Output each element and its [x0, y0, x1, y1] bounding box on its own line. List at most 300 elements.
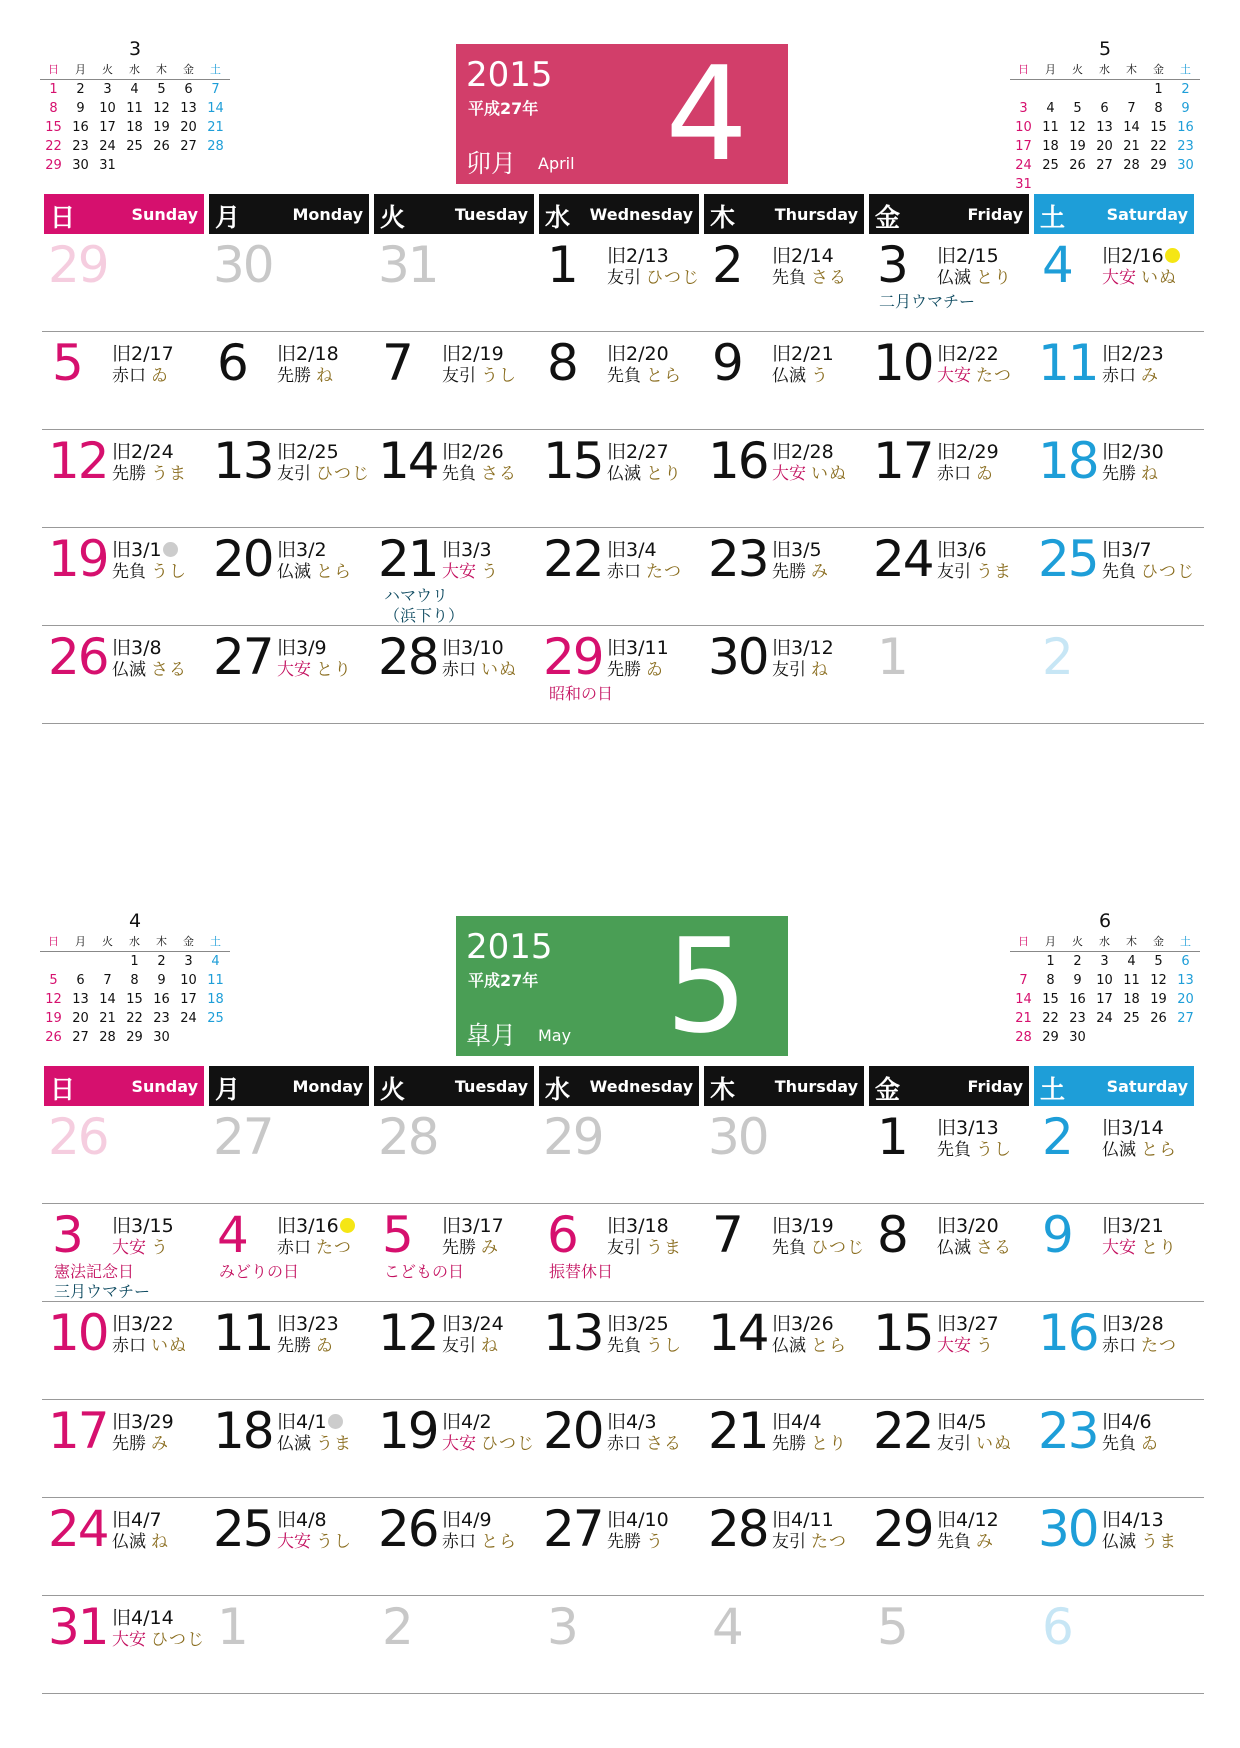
mini-day: 3	[1100, 954, 1109, 969]
day-number: 4	[217, 1206, 247, 1264]
day-cell	[374, 1500, 539, 1598]
mini-day: 1	[1046, 954, 1055, 969]
old-calendar-date: 旧3/28	[1102, 1313, 1164, 1335]
old-calendar-date: 旧3/17	[442, 1215, 504, 1237]
mini-day: 15	[1150, 120, 1167, 135]
day-cell	[209, 1206, 374, 1304]
mini-weekday: 土	[1180, 63, 1191, 76]
day-number: 15	[543, 432, 603, 490]
rokuyo	[607, 1238, 682, 1258]
eto-label: み	[811, 562, 829, 582]
day-cell	[1034, 1206, 1199, 1304]
day-number: 19	[378, 1402, 438, 1460]
old-calendar-date: 旧3/15	[112, 1215, 174, 1237]
day-cell	[869, 1500, 1034, 1598]
day-number: 11	[1038, 334, 1098, 392]
old-calendar-date: 旧3/6	[937, 539, 987, 561]
holiday-name: みどりの日	[219, 1262, 300, 1281]
rokuyo-label: 先負	[772, 1238, 806, 1258]
day-cell	[1034, 530, 1199, 628]
day-cell	[869, 1402, 1034, 1500]
day-number: 28	[708, 1500, 768, 1558]
old-calendar-date: 旧3/27	[937, 1313, 999, 1335]
weekday-kanji: 日	[50, 203, 76, 232]
mini-day: 8	[1046, 973, 1055, 988]
day-number: 14	[378, 432, 438, 490]
mini-day: 4	[1127, 954, 1136, 969]
old-calendar-date: 旧2/30	[1102, 441, 1164, 463]
weekday-english: Wednesday	[589, 1077, 693, 1096]
rokuyo	[607, 1532, 664, 1552]
rokuyo-label: 先負	[1102, 562, 1136, 582]
weekday-header-wednesday	[539, 1066, 699, 1106]
rokuyo-label: 先勝	[1102, 464, 1136, 484]
mini-day: 23	[1177, 139, 1194, 154]
day-cell	[374, 1402, 539, 1500]
day-number: 13	[543, 1304, 603, 1362]
day-cell	[1034, 1108, 1199, 1206]
day-number: 22	[873, 1402, 933, 1460]
day-number: 17	[48, 1402, 108, 1460]
mini-day: 20	[72, 1011, 89, 1026]
eto-label: ね	[316, 366, 334, 386]
old-calendar-date: 旧3/20	[937, 1215, 999, 1237]
weekday-english: Monday	[292, 1077, 363, 1096]
old-calendar-date: 旧3/25	[607, 1313, 669, 1335]
mini-weekday-row	[40, 932, 230, 952]
eto-label: さる	[976, 1238, 1012, 1258]
old-calendar-date: 旧2/26	[442, 441, 504, 463]
mini-weekday: 月	[75, 63, 86, 76]
day-number: 29	[543, 628, 603, 686]
old-calendar-date: 旧2/21	[772, 343, 834, 365]
mini-weekday: 日	[1018, 63, 1029, 76]
mini-day: 21	[207, 120, 224, 135]
week-divider	[42, 429, 1204, 430]
mini-weekday: 水	[129, 935, 140, 948]
mini-day: 5	[157, 82, 166, 97]
mini-day: 11	[1042, 120, 1059, 135]
rokuyo	[937, 1140, 1012, 1160]
mini-day	[1118, 80, 1145, 99]
eto-label: ね	[151, 1532, 169, 1552]
mini-day: 9	[157, 973, 166, 988]
mini-day: 11	[1123, 973, 1140, 988]
rokuyo-label: 赤口	[1102, 366, 1136, 386]
day-cell	[44, 1598, 209, 1696]
old-calendar-date: 旧3/29	[112, 1411, 174, 1433]
rokuyo	[772, 562, 829, 582]
day-number: 4	[712, 1598, 742, 1656]
rokuyo	[607, 268, 700, 288]
rokuyo-label: 赤口	[442, 660, 476, 680]
rokuyo	[442, 660, 517, 680]
day-number: 9	[712, 334, 742, 392]
day-cell	[209, 530, 374, 628]
title-english-month: April	[538, 154, 575, 173]
mini-day: 21	[1015, 1011, 1032, 1026]
old-calendar-date: 旧3/21	[1102, 1215, 1164, 1237]
mini-weekday: 土	[210, 935, 221, 948]
mini-day: 5	[1073, 101, 1082, 116]
eto-label: とり	[1141, 1238, 1177, 1258]
rokuyo	[1102, 1532, 1177, 1552]
day-cell	[704, 334, 869, 432]
old-calendar-date: 旧4/4	[772, 1411, 822, 1433]
eto-label: うし	[481, 366, 517, 386]
eto-label: ゐ	[151, 366, 169, 386]
eto-label: とり	[646, 464, 682, 484]
day-number: 1	[547, 236, 577, 294]
title-month-number: 4	[665, 38, 748, 190]
old-calendar-date: 旧3/3	[442, 539, 492, 561]
mini-day: 24	[1096, 1011, 1113, 1026]
rokuyo-label: 先勝	[607, 660, 641, 680]
day-number: 20	[543, 1402, 603, 1460]
eto-label: うし	[976, 1140, 1012, 1160]
mini-day: 26	[1069, 158, 1086, 173]
day-number: 24	[873, 530, 933, 588]
eto-label: う	[151, 1238, 169, 1258]
mini-day: 28	[1015, 1030, 1032, 1045]
old-calendar-date: 旧3/23	[277, 1313, 339, 1335]
title-old-month-name: 卯月	[466, 149, 517, 178]
day-number: 1	[877, 1108, 907, 1166]
rokuyo-label: 赤口	[112, 366, 146, 386]
day-number: 30	[708, 628, 768, 686]
rokuyo	[937, 1532, 994, 1552]
mini-day: 14	[207, 101, 224, 116]
full-moon-icon	[340, 1218, 355, 1233]
day-cell	[44, 530, 209, 628]
mini-day: 29	[45, 158, 62, 173]
mini-day	[175, 156, 202, 175]
mini-week-row	[1010, 118, 1200, 137]
day-number: 30	[708, 1108, 768, 1166]
mini-day: 10	[180, 973, 197, 988]
day-number: 6	[547, 1206, 577, 1264]
rokuyo	[772, 660, 829, 680]
day-cell	[374, 334, 539, 432]
weekday-header-tuesday	[374, 1066, 534, 1106]
weekday-english: Tuesday	[454, 205, 528, 224]
day-cell-outside-month	[374, 1108, 539, 1206]
mini-day: 29	[1042, 1030, 1059, 1045]
day-cell-outside-month	[869, 628, 1034, 726]
day-cell	[44, 1402, 209, 1500]
eto-label: ひつじ	[316, 464, 370, 484]
mini-day: 20	[1177, 992, 1194, 1007]
rokuyo-label: 仏滅	[277, 562, 311, 582]
rokuyo-label: 大安	[112, 1238, 146, 1258]
eto-label: さる	[151, 660, 187, 680]
weekday-kanji: 火	[380, 1075, 406, 1104]
rokuyo	[607, 1336, 682, 1356]
old-calendar-date: 旧2/29	[937, 441, 999, 463]
eto-label: うま	[646, 1238, 682, 1258]
day-cell-outside-month	[539, 1598, 704, 1696]
old-calendar-date: 旧4/2	[442, 1411, 492, 1433]
mini-day	[175, 1028, 202, 1047]
eto-label: いぬ	[481, 660, 517, 680]
rokuyo	[442, 464, 517, 484]
eto-label: いぬ	[151, 1336, 187, 1356]
mini-day: 6	[1181, 954, 1190, 969]
mini-day: 30	[1177, 158, 1194, 173]
day-number: 5	[877, 1598, 907, 1656]
month-section	[0, 38, 1240, 838]
eto-label: み	[1141, 366, 1159, 386]
month-title-box	[456, 910, 788, 1062]
rokuyo	[277, 1434, 352, 1454]
event-name: 二月ウマチー	[879, 292, 976, 311]
mini-day: 1	[130, 954, 139, 969]
day-cell	[704, 1304, 869, 1402]
day-number: 1	[877, 628, 907, 686]
rokuyo-label: 友引	[607, 268, 641, 288]
day-number: 8	[547, 334, 577, 392]
weekday-header-monday	[209, 194, 369, 234]
rokuyo	[112, 1336, 187, 1356]
day-cell	[209, 1402, 374, 1500]
week-divider	[42, 527, 1204, 528]
rokuyo-label: 先勝	[112, 1434, 146, 1454]
rokuyo	[772, 1238, 865, 1258]
mini-weekday-row	[40, 60, 230, 80]
mini-week-row	[40, 1009, 230, 1028]
rokuyo-label: 仏滅	[772, 366, 806, 386]
weekday-header-saturday	[1034, 194, 1194, 234]
rokuyo-label: 大安	[772, 464, 806, 484]
day-number: 27	[213, 1108, 273, 1166]
day-cell	[374, 1304, 539, 1402]
mini-weekday: 月	[1045, 63, 1056, 76]
mini-week-row	[1010, 952, 1200, 971]
mini-day	[1010, 80, 1037, 99]
day-number: 30	[1038, 1500, 1098, 1558]
mini-day: 6	[76, 973, 85, 988]
weekday-header-wednesday	[539, 194, 699, 234]
weekday-english: Sunday	[131, 1077, 198, 1096]
weekday-header-thursday	[704, 1066, 864, 1106]
day-cell	[704, 530, 869, 628]
day-cell	[704, 432, 869, 530]
day-cell-outside-month	[374, 236, 539, 334]
day-cell	[374, 530, 539, 628]
week-divider	[42, 1595, 1204, 1596]
day-number: 15	[873, 1304, 933, 1362]
mini-day: 1	[49, 82, 58, 97]
rokuyo-label: 大安	[1102, 268, 1136, 288]
eto-label: うま	[976, 562, 1012, 582]
mini-day: 9	[1181, 101, 1190, 116]
day-cell-outside-month	[44, 1108, 209, 1206]
mini-day: 31	[99, 158, 116, 173]
old-calendar-date: 旧3/5	[772, 539, 822, 561]
day-cell	[704, 236, 869, 334]
rokuyo	[112, 1238, 169, 1258]
mini-day: 18	[1123, 992, 1140, 1007]
mini-weekday-row	[1010, 60, 1200, 80]
mini-day	[202, 1028, 229, 1047]
mini-month-number: 3	[128, 38, 142, 60]
mini-calendar-prev	[40, 910, 230, 1047]
mini-day	[1118, 175, 1145, 194]
day-cell	[374, 628, 539, 726]
eto-label: う	[976, 1336, 994, 1356]
day-number: 30	[213, 236, 273, 294]
old-calendar-date: 旧3/16	[277, 1216, 355, 1236]
day-number: 29	[873, 1500, 933, 1558]
mini-day: 2	[76, 82, 85, 97]
rokuyo-label: 仏滅	[937, 268, 971, 288]
eto-label: み	[151, 1434, 169, 1454]
day-number: 11	[213, 1304, 273, 1362]
mini-weekday: 火	[102, 63, 113, 76]
weekday-kanji: 火	[380, 203, 406, 232]
mini-day	[1091, 80, 1118, 99]
mini-day	[1145, 175, 1172, 194]
mini-week-row	[40, 990, 230, 1009]
day-cell	[44, 1304, 209, 1402]
rokuyo	[277, 562, 352, 582]
eto-label: うし	[316, 1532, 352, 1552]
day-cell	[374, 1206, 539, 1304]
mini-day: 16	[1069, 992, 1086, 1007]
mini-week-row	[40, 80, 230, 99]
day-cell-outside-month	[374, 1598, 539, 1696]
eto-label: とら	[811, 1336, 847, 1356]
rokuyo	[607, 1434, 682, 1454]
day-cell-outside-month	[1034, 628, 1199, 726]
day-number: 6	[1042, 1598, 1072, 1656]
day-number: 18	[213, 1402, 273, 1460]
mini-day: 9	[1073, 973, 1082, 988]
mini-day: 17	[1096, 992, 1113, 1007]
mini-week-row	[1010, 1009, 1200, 1028]
mini-day: 14	[99, 992, 116, 1007]
weekday-english: Sunday	[131, 205, 198, 224]
rokuyo	[772, 1532, 847, 1552]
day-cell	[209, 1304, 374, 1402]
mini-day: 29	[1150, 158, 1167, 173]
eto-label: ひつじ	[481, 1434, 535, 1454]
mini-day: 15	[45, 120, 62, 135]
old-calendar-date: 旧2/14	[772, 245, 834, 267]
old-calendar-date: 旧2/15	[937, 245, 999, 267]
weekday-kanji: 木	[710, 1075, 736, 1104]
day-cell	[1034, 334, 1199, 432]
rokuyo-label: 赤口	[442, 1532, 476, 1552]
day-number: 29	[48, 236, 108, 294]
weekday-english: Monday	[292, 205, 363, 224]
mini-day: 25	[207, 1011, 224, 1026]
eto-label: み	[976, 1532, 994, 1552]
rokuyo	[277, 366, 334, 386]
old-calendar-date: 旧2/24	[112, 441, 174, 463]
mini-day: 10	[1015, 120, 1032, 135]
day-number: 22	[543, 530, 603, 588]
rokuyo-label: 友引	[772, 1532, 806, 1552]
day-cell-outside-month	[209, 1108, 374, 1206]
mini-day: 9	[76, 101, 85, 116]
mini-day: 7	[103, 973, 112, 988]
old-calendar-date: 旧2/17	[112, 343, 174, 365]
day-number: 27	[213, 628, 273, 686]
rokuyo-label: 大安	[277, 1532, 311, 1552]
mini-day: 3	[184, 954, 193, 969]
rokuyo	[277, 660, 352, 680]
day-number: 12	[378, 1304, 438, 1362]
eto-label: ゐ	[976, 464, 994, 484]
day-cell	[869, 432, 1034, 530]
old-calendar-date: 旧2/25	[277, 441, 339, 463]
rokuyo	[112, 366, 169, 386]
old-calendar-date: 旧4/8	[277, 1509, 327, 1531]
rokuyo-label: 赤口	[937, 464, 971, 484]
rokuyo	[442, 562, 499, 582]
rokuyo	[937, 464, 994, 484]
day-cell	[1034, 432, 1199, 530]
rokuyo-label: 友引	[277, 464, 311, 484]
mini-day: 17	[99, 120, 116, 135]
mini-day	[1145, 1028, 1172, 1047]
rokuyo	[442, 1434, 535, 1454]
rokuyo	[607, 366, 682, 386]
mini-day: 20	[1096, 139, 1113, 154]
mini-weekday: 木	[156, 935, 167, 948]
rokuyo-label: 仏滅	[607, 464, 641, 484]
mini-day: 19	[1150, 992, 1167, 1007]
rokuyo	[442, 1238, 499, 1258]
mini-weekday: 金	[183, 935, 194, 948]
rokuyo-label: 友引	[772, 660, 806, 680]
mini-weekday: 木	[1126, 63, 1137, 76]
old-calendar-date: 旧3/8	[112, 637, 162, 659]
day-cell	[539, 236, 704, 334]
mini-day	[1091, 1028, 1118, 1047]
mini-day: 14	[1123, 120, 1140, 135]
rokuyo	[937, 562, 1012, 582]
day-cell-outside-month	[704, 1598, 869, 1696]
rokuyo	[772, 366, 829, 386]
rokuyo-label: 赤口	[112, 1336, 146, 1356]
day-cell	[44, 432, 209, 530]
rokuyo-label: 大安	[442, 1434, 476, 1454]
weekday-kanji: 土	[1040, 1075, 1066, 1104]
day-cell-outside-month	[1034, 1598, 1199, 1696]
day-number: 27	[543, 1500, 603, 1558]
day-cell-outside-month	[44, 236, 209, 334]
title-old-month-name: 皐月	[466, 1021, 517, 1050]
mini-day: 17	[180, 992, 197, 1007]
mini-day: 26	[1150, 1011, 1167, 1026]
day-number: 21	[378, 530, 438, 588]
mini-day: 13	[72, 992, 89, 1007]
week-divider	[42, 625, 1204, 626]
mini-day: 25	[1042, 158, 1059, 173]
weekday-kanji: 金	[875, 1075, 901, 1104]
rokuyo-label: 先勝	[607, 1532, 641, 1552]
old-calendar-date: 旧3/10	[442, 637, 504, 659]
rokuyo	[772, 1434, 847, 1454]
old-calendar-date: 旧3/14	[1102, 1117, 1164, 1139]
day-number: 26	[378, 1500, 438, 1558]
day-number: 6	[217, 334, 247, 392]
rokuyo-label: 友引	[607, 1238, 641, 1258]
day-number: 25	[213, 1500, 273, 1558]
old-calendar-date: 旧3/26	[772, 1313, 834, 1335]
